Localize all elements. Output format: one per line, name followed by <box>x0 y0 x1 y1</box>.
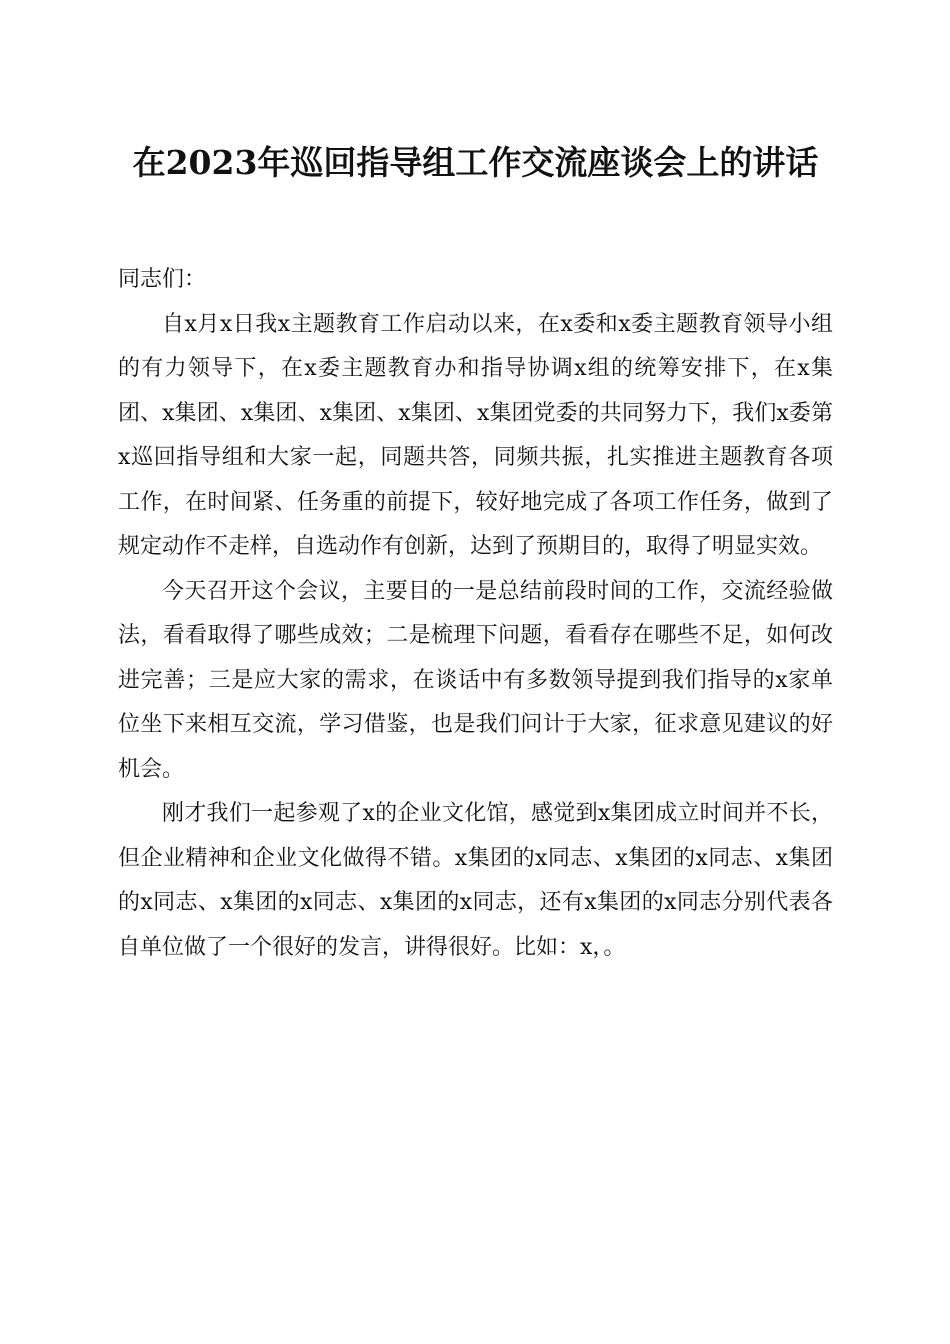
document-title: 在2023年巡回指导组工作交流座谈会上的讲话 <box>132 143 819 182</box>
paragraph-2: 今天召开这个会议，主要目的一是总结前段时间的工作，交流经验做法，看看取得了哪些成效；二是梳理下问题，看看存在哪些不足，如何改进完善；三是应大家的需求，在谈话中有多数领导提到我们指导的x家单位坐下来相互交流，学习借鉴，也是我们问计于大家，征求意见建议的好机会。 <box>118 578 833 782</box>
document-body <box>118 258 833 970</box>
paragraph-1: 自x月x日我x主题教育工作启动以来，在x委和x委主题教育领导小组的有力领导下，在x委主题教育办和指导协调x组的统筹安排下，在x集团、x集团、x集团、x集团、x集团、x集团党委的共同努力下，我们x委第x巡回指导组和大家一起，同题共答，同频共振，扎实推进主题教育各项工作，在时间紧、任务重的前提下，较好地完成了各项工作任务，做到了规定动作不走样，自选动作有创新，达到了预期目的，取得了明显实效。 <box>118 311 833 559</box>
salutation: 同志们： <box>118 267 207 292</box>
paragraph-3: 刚才我们一起参观了x的企业文化馆，感觉到x集团成立时间并不长，但企业精神和企业文化做得不错。x集团的x同志、x集团的x同志、x集团的x同志、x集团的x同志、x集团的x同志，还有x集团的x同志分别代表各自单位做了一个很好的发言，讲得很好。比如：x，。 <box>118 801 833 960</box>
